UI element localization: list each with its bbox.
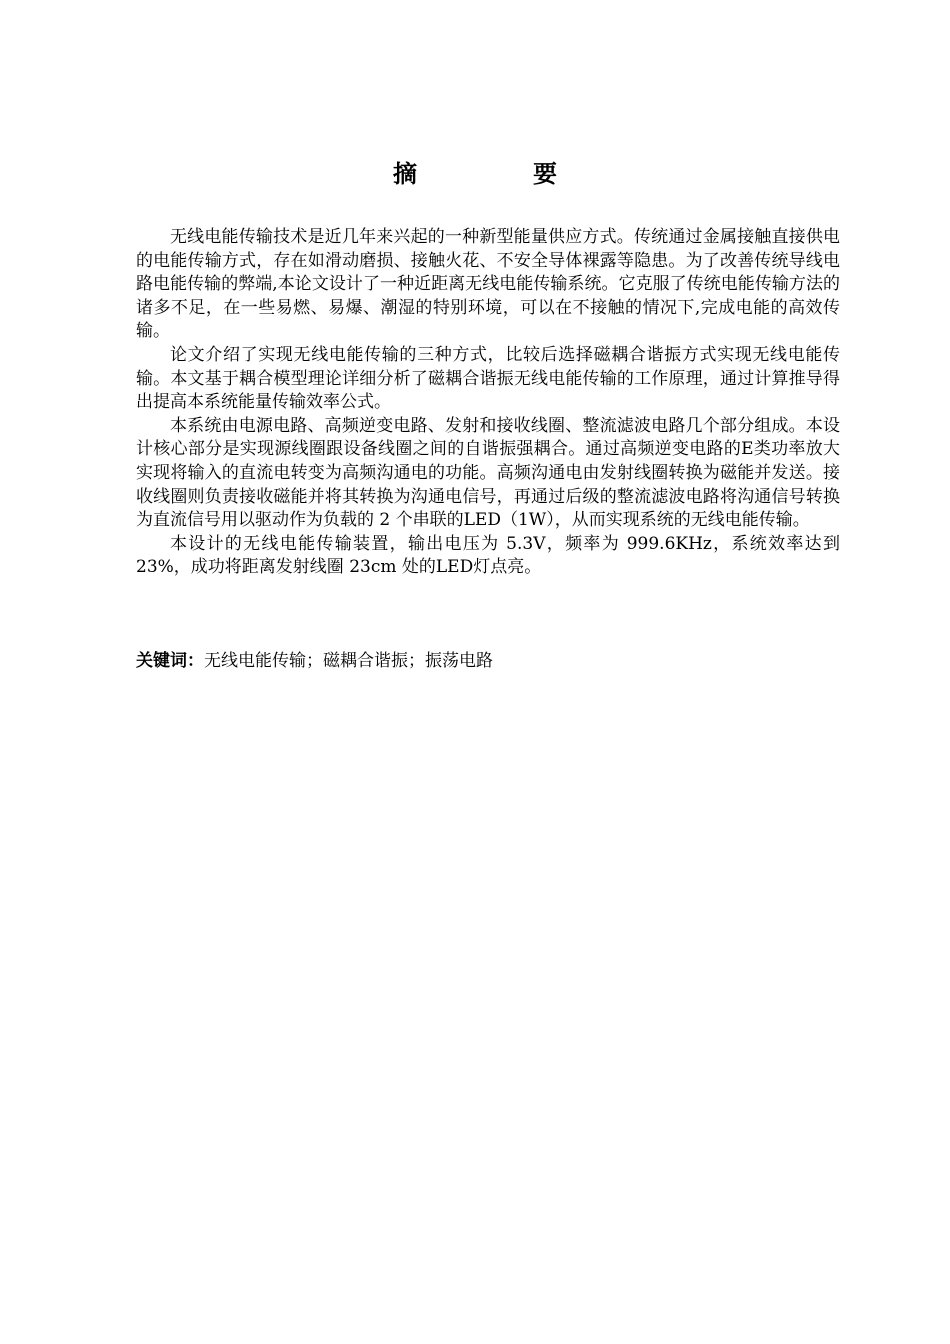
abstract-paragraph-4: 本设计的无线电能传输装置，输出电压为 5.3V，频率为 999.6KHz，系统效率达到 23%，成功将距离发射线圈 23cm 处的LED灯点亮。 bbox=[136, 533, 840, 578]
abstract-body bbox=[136, 226, 840, 580]
abstract-paragraph-2: 论文介绍了实现无线电能传输的三种方式，比较后选择磁耦合谐振方式实现无线电能传输。本文基于耦合模型理论详细分析了磁耦合谐振无线电能传输的工作原理，通过计算推导得出提高本系统能量传输效率公式。 bbox=[136, 344, 840, 413]
abstract-paragraph-3: 本系统由电源电路、高频逆变电路、发射和接收线圈、整流滤波电路几个部分组成。本设计核心部分是实现源线圈跟设备线圈之间的自谐振强耦合。通过高频逆变电路的E类功率放大实现将输入的直流电转变为高频沟通电的功能。高频沟通电由发射线圈转换为磁能并发送。接收线圈则负责接收磁能并将其转换为沟通电信号，再通过后级的整流滤波电路将沟通信号转换为直流信号用以驱动作为负载的 2 个串联的LED（1W），从而实现系统的无线电能传输。 bbox=[136, 415, 840, 531]
keywords-label: 关键词： bbox=[136, 651, 204, 671]
keywords-text: 无线电能传输；磁耦合谐振；振荡电路 bbox=[204, 651, 493, 671]
page-title: 摘 要 bbox=[393, 160, 603, 188]
abstract-paragraph-1: 无线电能传输技术是近几年来兴起的一种新型能量供应方式。传统通过金属接触直接供电的电能传输方式，存在如滑动磨损、接触火花、不安全导体裸露等隐患。为了改善传统导线电路电能传输的弊端,本论文设计了一种近距离无线电能传输系统。它克服了传统电能传输方法的诸多不足，在一些易燃、易爆、潮湿的特别环境，可以在不接触的情况下,完成电能的高效传输。 bbox=[136, 227, 840, 342]
keywords-line bbox=[136, 650, 840, 674]
